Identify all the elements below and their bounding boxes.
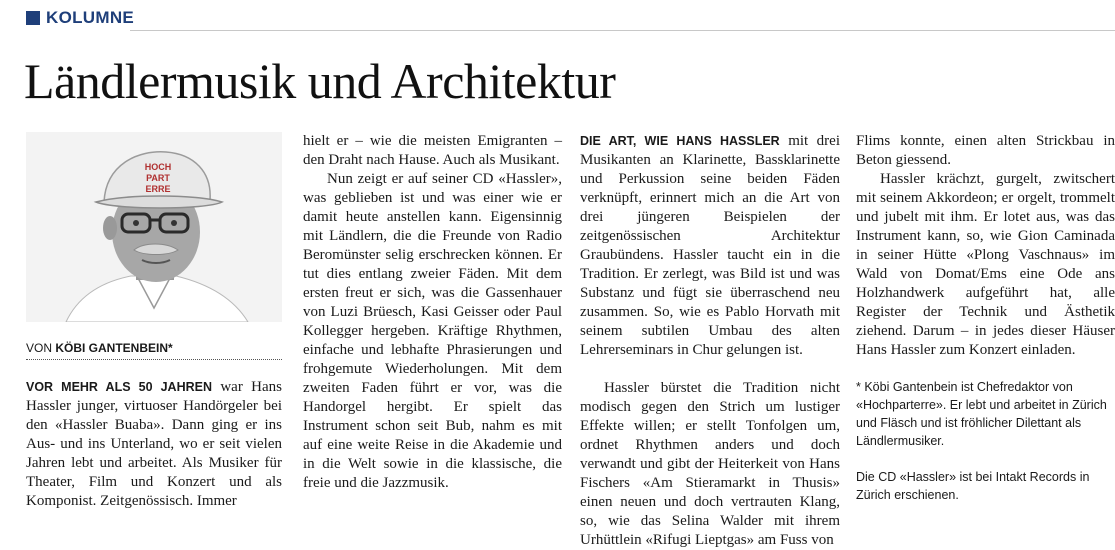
- author-portrait-icon: [26, 132, 282, 322]
- headline: Ländlermusik und Architektur: [24, 53, 616, 109]
- article-column-2: [303, 132, 562, 493]
- article-column-4: [856, 132, 1115, 504]
- kicker-divider: [130, 30, 1115, 31]
- article-paragraph-4a: Hassler bürstet die Tradition nicht modisch gegen den Strich um lustiger Effekte willen; er stellt Tonfolgen um, ordnet Rhythmen anders und doch verwandt und gibt der Heiterkeit von Hans Fischers «Am Stieramarkt in Thusis» einen neuen und doch vertrauten Klang, so, wie das Selina Walder mit ihrem Urhüttlein «Rifugi Lieptgas» am Fuss von: [580, 380, 840, 548]
- section-square-icon: [26, 11, 40, 25]
- article-lead: VOR MEHR ALS 50 JAHREN: [26, 380, 212, 394]
- section-label: KOLUMNE: [46, 8, 135, 27]
- byline-author: KÖBI GANTENBEIN*: [55, 341, 173, 355]
- article-lead-2: DIE ART, WIE HANS HASSLER: [580, 134, 780, 148]
- article-paragraph-1b: hielt er – wie die meisten Emigranten – den Draht nach Hause. Auch als Musikant.: [303, 133, 562, 168]
- byline-prefix: VON: [26, 341, 56, 355]
- byline: [26, 340, 282, 360]
- section-kicker: [26, 8, 134, 28]
- author-footnote: * Köbi Gantenbein ist Chefredaktor von «Hochparterre». Er lebt und arbeitet in Zürich und Fläsch und ist fröhlicher Dilettant als Ländlermusiker.: [856, 380, 1107, 448]
- article-paragraph-3: [580, 132, 840, 360]
- article-paragraph-3-text: mit drei Musikanten an Klarinette, Bassklarinette und Perkussion seine beiden Fäden verknüpft, erinnert mich an die Art von drei jüngeren Beispielen der zeitgenössischen Architektur Graubündens. Hassler taucht ein in die Tradition. Er zerlegt, was Bild ist und was Substanz und fügt sie überraschend neu zusammen. So, wie es Pablo Horvath mit seinem subtilen Umbau des alten Lehrerseminars in Chur gelungen ist.: [580, 133, 840, 358]
- article-paragraph-2: Nun zeigt er auf seiner CD «Hassler», was geblieben ist und was einer wie er damit heute anstellen kann. Eigensinnig mit Ländlern, die die Freunde von Radio Beromünster selig erschrecken können. Er tut dies entlang zweier Fäden. Mit dem ersten freut er sich, was die Gassenhauer von Luzi Brüesch, Kasi Geisser oder Paul Kollegger hergeben. Kräftige Rhythmen, einfache und lebhafte Phrasierungen und frohgemute Wiederholungen. Mit dem zweiten Faden führt er vor, was die Handorgel hergibt. Er spielt das Instrument schon seit Bub, nahm es mit auf eine weite Reise in die Akademie und in die Welt sowie in die klassische, die freie und die Jazzmusik.: [303, 171, 562, 491]
- article-paragraph-1-text: war Hans Hassler junger, virtuoser Handörgeler bei den «Hassler Buaba». Dann ging er ins Aus- und ins Unterland, wo er seit vielen Jahren lebt und arbeitet. Als Musiker für Theater, Film und Konzert und als Komponist. Zeitgenössisch. Immer: [26, 379, 282, 509]
- article-column-1: [26, 378, 282, 511]
- cap-text-line-1: HOCH: [144, 162, 172, 172]
- cap-text-line-3: ERRE: [145, 184, 171, 194]
- cap-text-line-2: PART: [146, 173, 170, 183]
- cd-footnote: Die CD «Hassler» ist bei Intakt Records in Zürich erschienen.: [856, 470, 1090, 502]
- article-paragraph-4b: Flims konnte, einen alten Strickbau in Beton giessend.: [856, 133, 1115, 168]
- article-paragraph-5: Hassler krächzt, gurgelt, zwitschert mit seinem Akkordeon; er orgelt, trommelt und jubelt mit ihm. Er lotet aus, was das Instrument kann, so, wie Gion Caminada in seiner Hütte «Plong Vaschnaus» im Wald von Domat/Ems eine Ode ans Holzhandwerk aufgeführt hat, alle Register der Technik und Ästhetik ziehend. Darum – in jedes dieser Häuser Hans Hassler zum Konzert einladen.: [856, 171, 1115, 358]
- article-column-3: [580, 132, 840, 550]
- author-photo: [26, 132, 282, 322]
- article-paragraph-1a: [26, 378, 282, 511]
